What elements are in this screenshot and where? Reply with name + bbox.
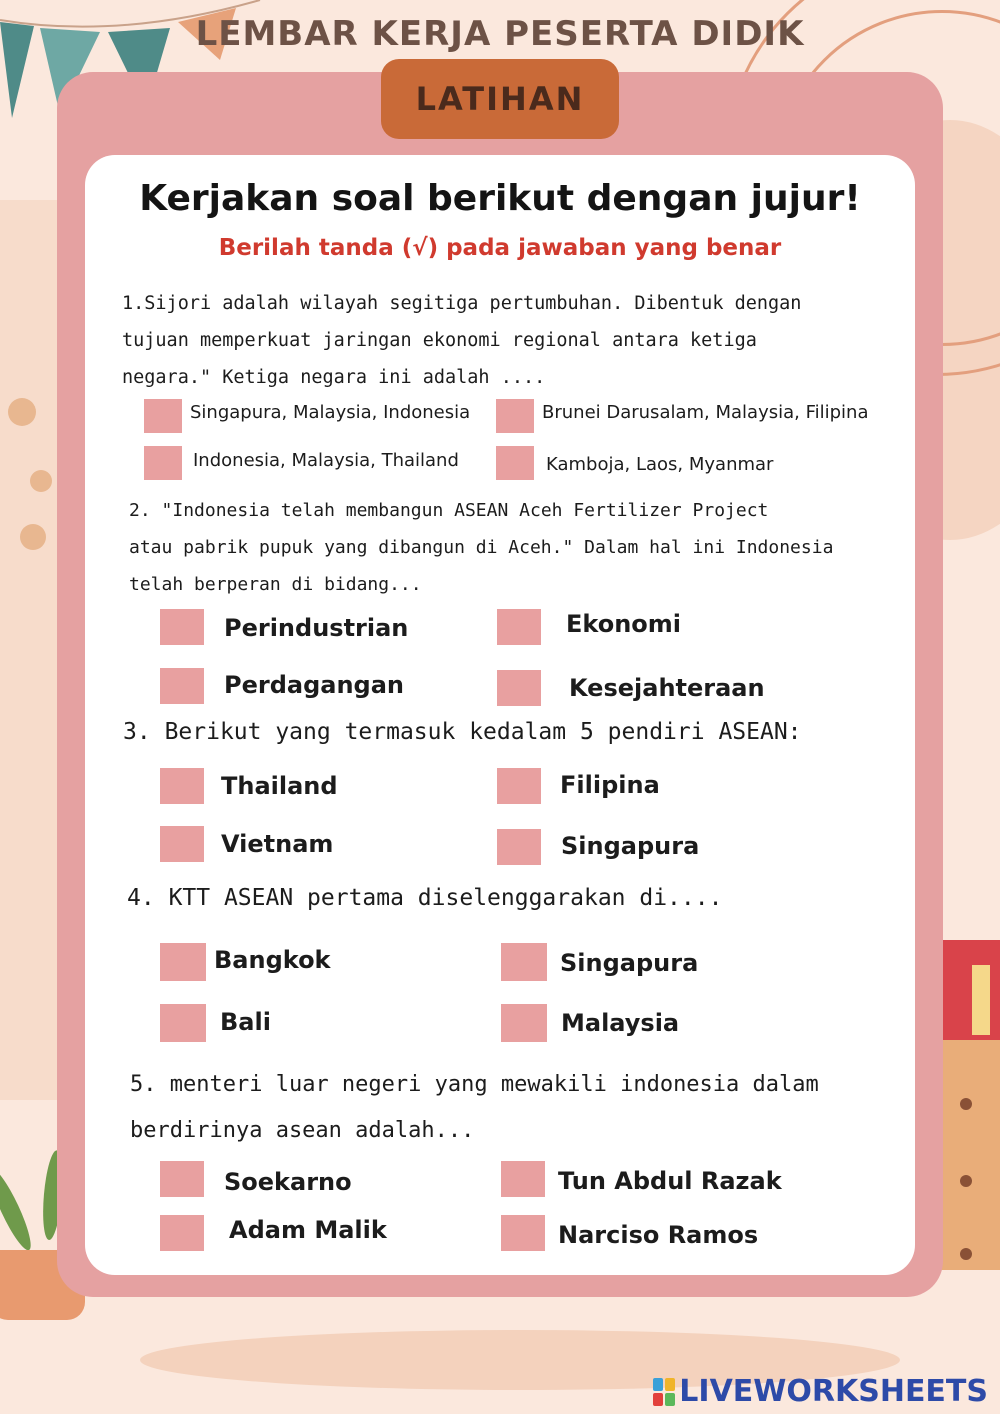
decorative-dot	[20, 524, 46, 550]
checkbox-q3-a[interactable]	[160, 768, 204, 804]
question-text: Sijori adalah wilayah segitiga pertumbuhan. Dibentuk dengan tujuan memperkuat jaringan ekonomi regional antara ketiga negara." Ketiga negara ini adalah ....	[122, 293, 802, 388]
option-q3-b: Filipina	[560, 771, 660, 799]
option-q1-a: Singapura, Malaysia, Indonesia	[190, 402, 471, 423]
checkbox-q3-d[interactable]	[497, 829, 541, 865]
option-q2-a: Perindustrian	[224, 614, 409, 642]
question-2	[129, 492, 909, 603]
shelf-stripe	[972, 965, 990, 1035]
liveworksheets-logo	[653, 1374, 988, 1409]
option-q1-d: Kamboja, Laos, Myanmar	[546, 454, 774, 475]
question-1	[122, 285, 882, 396]
option-q5-b: Tun Abdul Razak	[558, 1167, 782, 1195]
checkbox-q5-c[interactable]	[160, 1215, 204, 1251]
checkbox-q5-a[interactable]	[160, 1161, 204, 1197]
checkbox-q2-b[interactable]	[497, 609, 541, 645]
liveworksheets-icon	[653, 1378, 675, 1406]
checkbox-q2-c[interactable]	[160, 668, 204, 704]
option-q5-c: Adam Malik	[229, 1216, 387, 1244]
shelf-knob	[960, 1175, 972, 1187]
shelf-knob	[960, 1098, 972, 1110]
latihan-badge: LATIHAN	[381, 59, 619, 139]
question-text: Berikut yang termasuk kedalam 5 pendiri ASEAN:	[164, 719, 802, 745]
question-text: "Indonesia telah membangun ASEAN Aceh Fertilizer Project atau pabrik pupuk yang dibangun di Aceh." Dalam hal ini Indonesia telah berperan di bidang...	[129, 500, 834, 595]
question-number: 5.	[130, 1072, 157, 1097]
checkbox-q5-d[interactable]	[501, 1215, 545, 1251]
checkbox-q1-d[interactable]	[496, 446, 534, 480]
option-q1-b: Brunei Darusalam, Malaysia, Filipina	[542, 402, 869, 423]
checkbox-q2-d[interactable]	[497, 670, 541, 706]
checkbox-q3-c[interactable]	[160, 826, 204, 862]
option-q5-a: Soekarno	[224, 1168, 352, 1196]
plant-leaf	[0, 1165, 37, 1254]
question-text: menteri luar negeri yang mewakili indonesia dalam berdirinya asean adalah...	[130, 1072, 819, 1143]
option-q4-d: Malaysia	[561, 1009, 680, 1037]
checkbox-q5-b[interactable]	[501, 1161, 545, 1197]
option-q5-d: Narciso Ramos	[558, 1221, 759, 1249]
checkbox-q4-a[interactable]	[160, 943, 206, 981]
option-q2-c: Perdagangan	[224, 671, 404, 699]
checkbox-q4-c[interactable]	[160, 1004, 206, 1042]
checkbox-q4-b[interactable]	[501, 943, 547, 981]
question-number: 3.	[123, 719, 151, 745]
option-q4-a: Bangkok	[214, 946, 331, 974]
option-q2-b: Ekonomi	[566, 610, 682, 638]
option-q4-b: Singapura	[560, 949, 699, 977]
checkbox-q2-a[interactable]	[160, 609, 204, 645]
question-number: 1.	[122, 293, 145, 314]
decorative-dot	[30, 470, 52, 492]
question-number: 4.	[127, 885, 155, 911]
checkbox-q3-b[interactable]	[497, 768, 541, 804]
option-q3-a: Thailand	[221, 772, 338, 800]
checkbox-q1-a[interactable]	[144, 399, 182, 433]
brand-name: LIVEWORKSHEETS	[679, 1374, 988, 1409]
checkbox-q1-b[interactable]	[496, 399, 534, 433]
question-number: 2.	[129, 500, 151, 521]
question-5	[130, 1062, 910, 1154]
option-q3-c: Vietnam	[221, 830, 334, 858]
shelf-knob	[960, 1248, 972, 1260]
shelf-top	[938, 940, 1000, 1040]
page-title: LEMBAR KERJA PESERTA DIDIK	[195, 14, 805, 54]
option-q4-c: Bali	[220, 1008, 271, 1036]
question-4	[127, 885, 907, 911]
instruction-subheading: Berilah tanda (√) pada jawaban yang benar	[218, 235, 782, 261]
checkbox-q4-d[interactable]	[501, 1004, 547, 1042]
instruction-heading: Kerjakan soal berikut dengan jujur!	[139, 178, 861, 219]
question-3	[123, 719, 903, 745]
decorative-dot	[8, 398, 36, 426]
option-q1-c: Indonesia, Malaysia, Thailand	[193, 450, 459, 471]
option-q3-d: Singapura	[561, 832, 700, 860]
option-q2-d: Kesejahteraan	[569, 674, 765, 702]
checkbox-q1-c[interactable]	[144, 446, 182, 480]
question-text: KTT ASEAN pertama diselenggarakan di....	[168, 885, 723, 911]
